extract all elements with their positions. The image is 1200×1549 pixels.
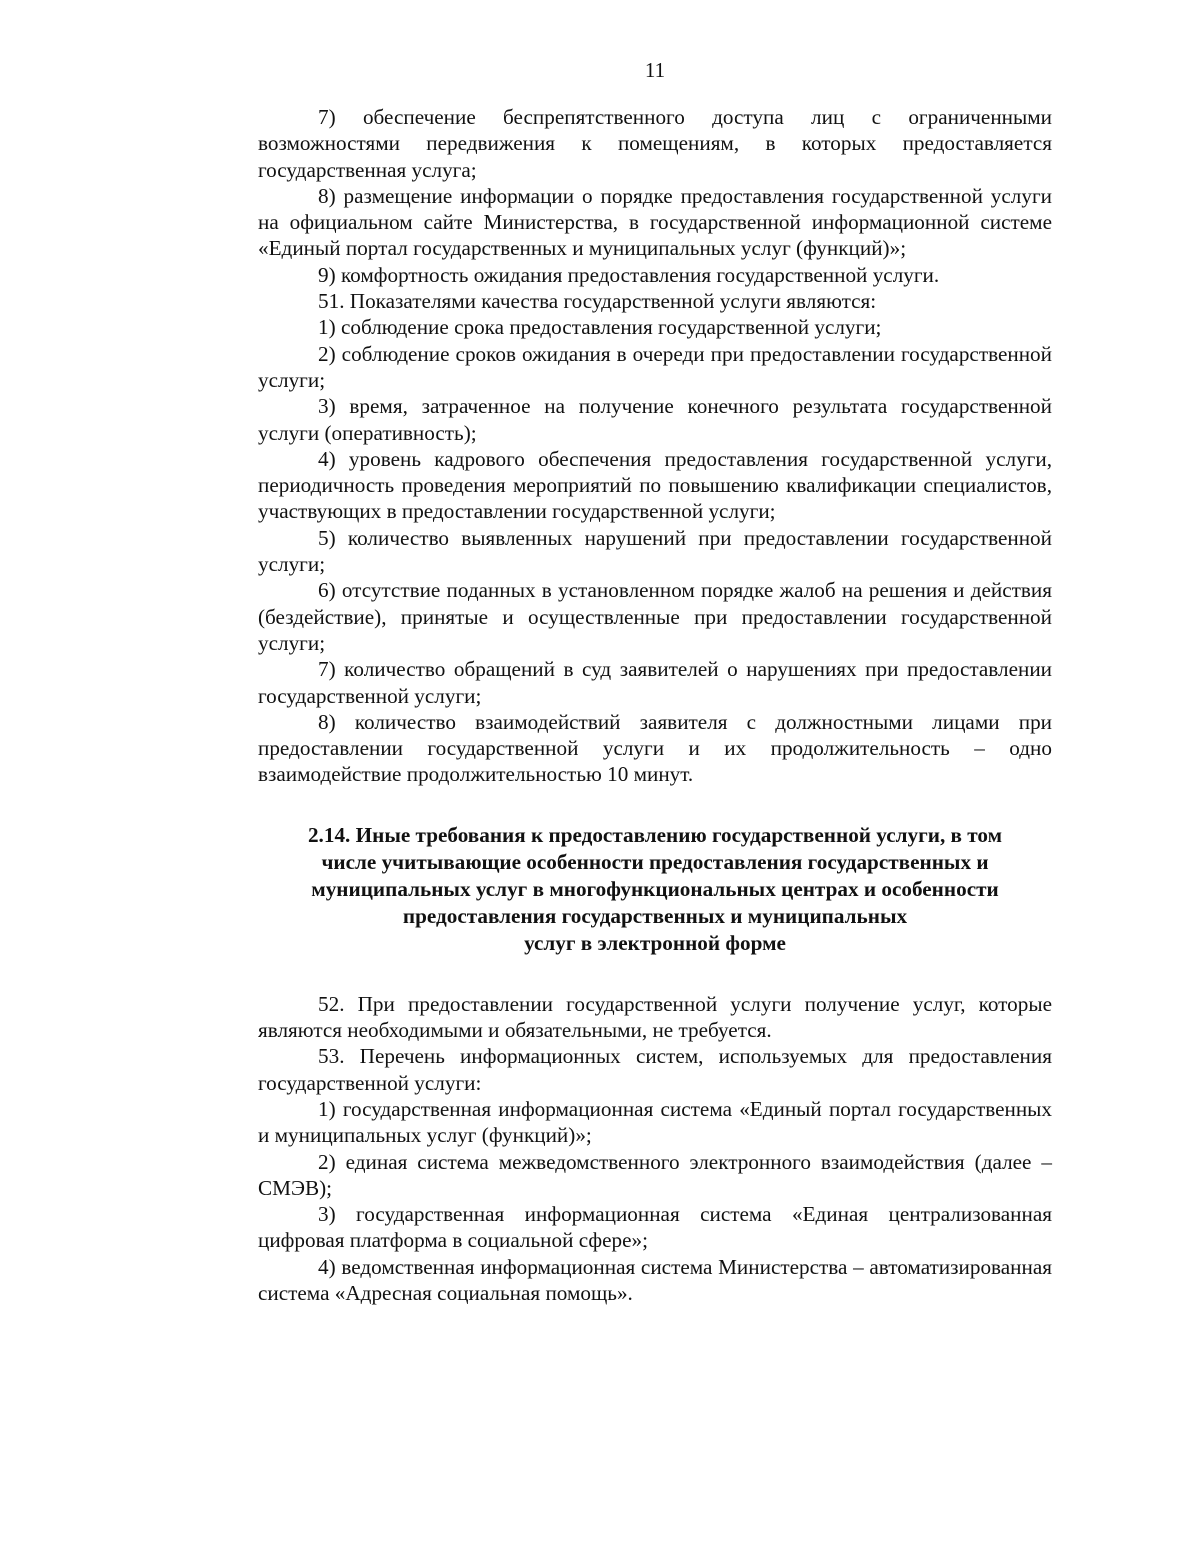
paragraph-53-information-systems: 53. Перечень информационных систем, используемых для предоставления государственной услуги: xyxy=(258,1044,1052,1095)
section-heading-2-14 xyxy=(258,822,1052,957)
paragraph-indicator-7: 7) количество обращений в суд заявителей о нарушениях при предоставлении государственной услуги; xyxy=(258,657,1052,708)
paragraph-item-8-information: 8) размещение информации о порядке предоставления государственной услуги на официальном сайте Министерства, в государственной информационной системе «Единый портал государственных и муниципальных услуг (функций)»; xyxy=(258,183,1052,261)
paragraph-indicator-4: 4) уровень кадрового обеспечения предоставления государственной услуги, периодичность проведения мероприятий по повышению квалификации специалистов, участвующих в предоставлении государственной услуги; xyxy=(258,446,1052,524)
paragraph-system-4-ministry: 4) ведомственная информационная система Министерства – автоматизированная система «Адресная социальная помощь». xyxy=(258,1254,1052,1305)
heading-line: 2.14. Иные требования к предоставлению государственной услуги, в том xyxy=(307,822,1003,847)
paragraph-indicator-5: 5) количество выявленных нарушений при предоставлении государственной услуги; xyxy=(258,525,1052,577)
document-body xyxy=(258,104,1052,1306)
paragraph-item-9-comfort: 9) комфортность ожидания предоставления государственной услуги. xyxy=(318,262,940,287)
paragraph-indicator-6: 6) отсутствие поданных в установленном порядке жалоб на решения и действия (бездействие), принятые и осуществленные при предоставлении государственной услуги; xyxy=(258,578,1052,655)
paragraph-51-quality-indicators: 51. Показателями качества государственной услуги являются: xyxy=(318,289,877,314)
paragraph-indicator-8: 8) количество взаимодействий заявителя с должностными лицами при предоставлении государственной услуги и их продолжительность – одно взаимодействие продолжительностью 10 минут. xyxy=(258,709,1052,787)
heading-line: числе учитывающие особенности предоставления государственных и xyxy=(321,849,989,874)
heading-line: муниципальных услуг в многофункциональных центрах и особенности xyxy=(311,876,999,901)
heading-line: услуг в электронной форме xyxy=(524,930,786,955)
paragraph-52-no-required-services: 52. При предоставлении государственной услуги получение услуг, которые являются необходимыми и обязательными, не требуется. xyxy=(258,991,1052,1043)
heading-line: предоставления государственных и муниципальных xyxy=(402,903,908,928)
page-number: 11 xyxy=(644,58,666,82)
paragraph-system-2-smev: 2) единая система межведомственного электронного взаимодействия (далее – СМЭВ); xyxy=(258,1149,1052,1200)
paragraph-system-1-portal: 1) государственная информационная система «Единый портал государственных и муниципальных услуг (функций)»; xyxy=(258,1096,1052,1148)
paragraph-item-7-accessibility: 7) обеспечение беспрепятственного доступа лиц с ограниченными возможностями передвижения к помещениям, в которых предоставляется государственная услуга; xyxy=(258,105,1052,182)
paragraph-indicator-1: 1) соблюдение срока предоставления государственной услуги; xyxy=(318,315,882,340)
paragraph-system-3-platform: 3) государственная информационная система «Единая централизованная цифровая платформа в социальной сфере»; xyxy=(258,1202,1052,1253)
paragraph-indicator-2: 2) соблюдение сроков ожидания в очереди при предоставлении государственной услуги; xyxy=(258,341,1052,392)
paragraph-indicator-3: 3) время, затраченное на получение конечного результата государственной услуги (оперативность); xyxy=(258,394,1052,445)
